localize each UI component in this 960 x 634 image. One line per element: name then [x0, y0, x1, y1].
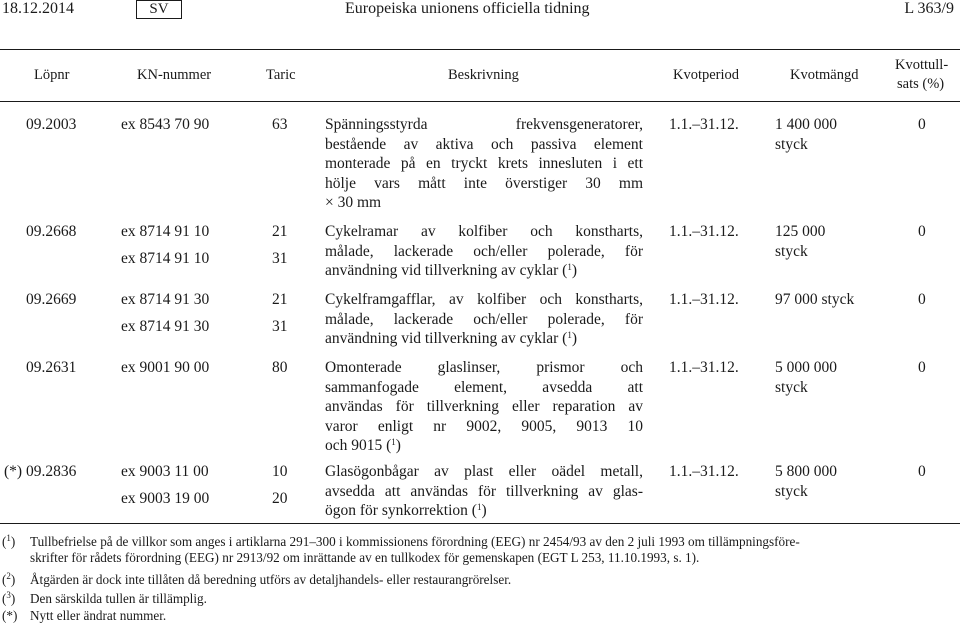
- cell-taric: 31: [272, 250, 288, 267]
- cell-kvotmangd: 5 000 000: [775, 359, 837, 376]
- cell-lopnr: 09.2668: [26, 223, 77, 240]
- description-line: användas för tillverkning eller reparation av: [325, 398, 643, 415]
- journal-title: Europeiska unionens officiella tidning: [345, 0, 590, 17]
- description-line: avsedda att användas för tillverkning av glas-: [325, 482, 643, 500]
- col-header-kvottull-2: sats (%): [897, 76, 945, 92]
- col-header-lopnr: Löpnr: [34, 67, 70, 83]
- table-header-rule: [0, 101, 960, 102]
- running-header: [0, 0, 960, 22]
- cell-kvotmangd: styck: [775, 242, 808, 260]
- cell-kvotmangd: 5 800 000: [775, 463, 837, 480]
- cell-kvottullsats: 0: [918, 359, 926, 376]
- col-header-beskrivning: Beskrivning: [448, 67, 519, 83]
- description-line: målade, lackerade och/eller polerade, för: [325, 310, 643, 328]
- description-line: Omonterade glaslinser, prismor och: [325, 359, 643, 376]
- cell-taric: 10: [272, 463, 288, 480]
- cell-kvotmangd: 125 000: [775, 223, 826, 240]
- footnote: [2, 534, 957, 566]
- table-bottom-rule: [0, 523, 960, 524]
- footnote: [2, 572, 957, 588]
- cell-kvotmangd: styck: [775, 482, 808, 500]
- cell-kn: ex 9003 11 00: [121, 463, 209, 480]
- cell-kn: ex 8714 91 30: [121, 318, 210, 335]
- cell-kvotperiod: 1.1.–31.12.: [669, 116, 739, 133]
- cell-description: [325, 115, 643, 213]
- description-line: monterade på en tryckt krets innesluten i ett: [325, 155, 643, 172]
- cell-taric: 21: [272, 223, 288, 240]
- cell-kvotperiod: 1.1.–31.12.: [669, 359, 739, 376]
- cell-kvotmangd: 1 400 000: [775, 116, 837, 133]
- footnote-marker: ($^2$): [2, 571, 16, 587]
- cell-taric: 80: [272, 359, 288, 376]
- footnote-text: Åtgärden är dock inte tillåten då beredning utförs av detaljhandels- eller restaurangrörelser.: [30, 572, 512, 587]
- language-badge: SV: [136, 0, 182, 19]
- description-line: × 30 mm: [325, 194, 382, 211]
- cell-kn: ex 9003 19 00: [121, 490, 210, 507]
- description-line: och 9015 ($^1$): [325, 437, 401, 454]
- cell-lopnr: 09.2631: [26, 359, 77, 376]
- cell-kvotmangd: styck: [775, 378, 808, 396]
- table-top-rule: [0, 49, 960, 50]
- cell-taric: 21: [272, 291, 288, 308]
- cell-taric: 20: [272, 490, 288, 507]
- description-line: användning vid tillverkning av cyklar ($^1$): [325, 262, 578, 279]
- description-line: Spänningsstyrda frekvensgeneratorer,: [325, 116, 643, 133]
- cell-kvottullsats: 0: [918, 223, 926, 240]
- cell-taric: 31: [272, 318, 288, 335]
- footnote-marker: ($^3$): [2, 590, 16, 606]
- cell-kn: ex 8543 70 90: [121, 116, 210, 133]
- cell-taric: 63: [272, 116, 288, 133]
- col-header-kvottull: Kvottull-: [895, 57, 949, 73]
- cell-kvottullsats: 0: [918, 463, 926, 480]
- description-line: hölje vars mått inte överstiger 30 mm: [325, 174, 643, 192]
- publication-date: 18.12.2014: [2, 0, 74, 17]
- description-line: Cykelramar av kolfiber och konstharts,: [325, 223, 643, 240]
- cell-description: [325, 290, 643, 349]
- description-line: ögon för synkorrektion ($^1$): [325, 502, 487, 519]
- cell-description: [325, 222, 643, 281]
- cell-kvotperiod: 1.1.–31.12.: [669, 291, 739, 308]
- description-line: Glasögonbågar av plast eller oädel metall,: [325, 463, 643, 480]
- page-number: L 363/9: [904, 0, 954, 17]
- footnote-marker: (*): [2, 608, 18, 623]
- col-header-kn: KN-nummer: [137, 67, 212, 83]
- description-line: sammanfogade element, avsedda att: [325, 378, 643, 396]
- cell-kvottullsats: 0: [918, 116, 926, 133]
- col-header-kvotperiod: Kvotperiod: [673, 67, 740, 83]
- description-line: målade, lackerade och/eller polerade, för: [325, 242, 643, 260]
- cell-description: [325, 462, 643, 521]
- footnote: [2, 608, 957, 624]
- cell-kvotperiod: 1.1.–31.12.: [669, 223, 739, 240]
- cell-kn: ex 8714 91 10: [121, 223, 210, 240]
- footnote-text: skrifter för rådets förordning (EEG) nr 2913/92 om inrättande av en tullkodex för gemenskapen (EGT L 253, 11.10.1993, s. 1).: [30, 550, 700, 566]
- description-line: Cykelframgafflar, av kolfiber och konstharts,: [325, 291, 643, 308]
- footnote: [2, 591, 957, 607]
- cell-lopnr: (*) 09.2836: [4, 463, 77, 480]
- description-line: användning vid tillverkning av cyklar ($^1$): [325, 330, 578, 347]
- description-line: bestående av aktiva och passiva element: [325, 135, 643, 153]
- cell-kvotmangd: 97 000 styck: [775, 291, 855, 308]
- cell-description: [325, 358, 643, 456]
- cell-lopnr: 09.2003: [26, 116, 77, 133]
- col-header-kvotmangd: Kvotmängd: [790, 67, 859, 83]
- cell-kn: ex 9001 90 00: [121, 359, 210, 376]
- col-header-taric: Taric: [266, 67, 296, 83]
- cell-kn: ex 8714 91 10: [121, 250, 210, 267]
- cell-lopnr: 09.2669: [26, 291, 77, 308]
- cell-kn: ex 8714 91 30: [121, 291, 210, 308]
- cell-kvotmangd: styck: [775, 135, 808, 153]
- footnote-text: Nytt eller ändrat nummer.: [30, 608, 167, 623]
- footnote-text: Den särskilda tullen är tillämplig.: [30, 591, 207, 606]
- cell-kvottullsats: 0: [918, 291, 926, 308]
- cell-kvotperiod: 1.1.–31.12.: [669, 463, 739, 480]
- footnote-marker: ($^1$): [2, 533, 16, 549]
- footnote-text: Tullbefrielse på de villkor som anges i artiklarna 291–300 i kommissionens förordning (EEG) nr 2454/93 av den 2 juli 1993 om tillämpningsföre-: [30, 534, 800, 549]
- description-line: varor enligt nr 9002, 9005, 9013 10: [325, 417, 643, 435]
